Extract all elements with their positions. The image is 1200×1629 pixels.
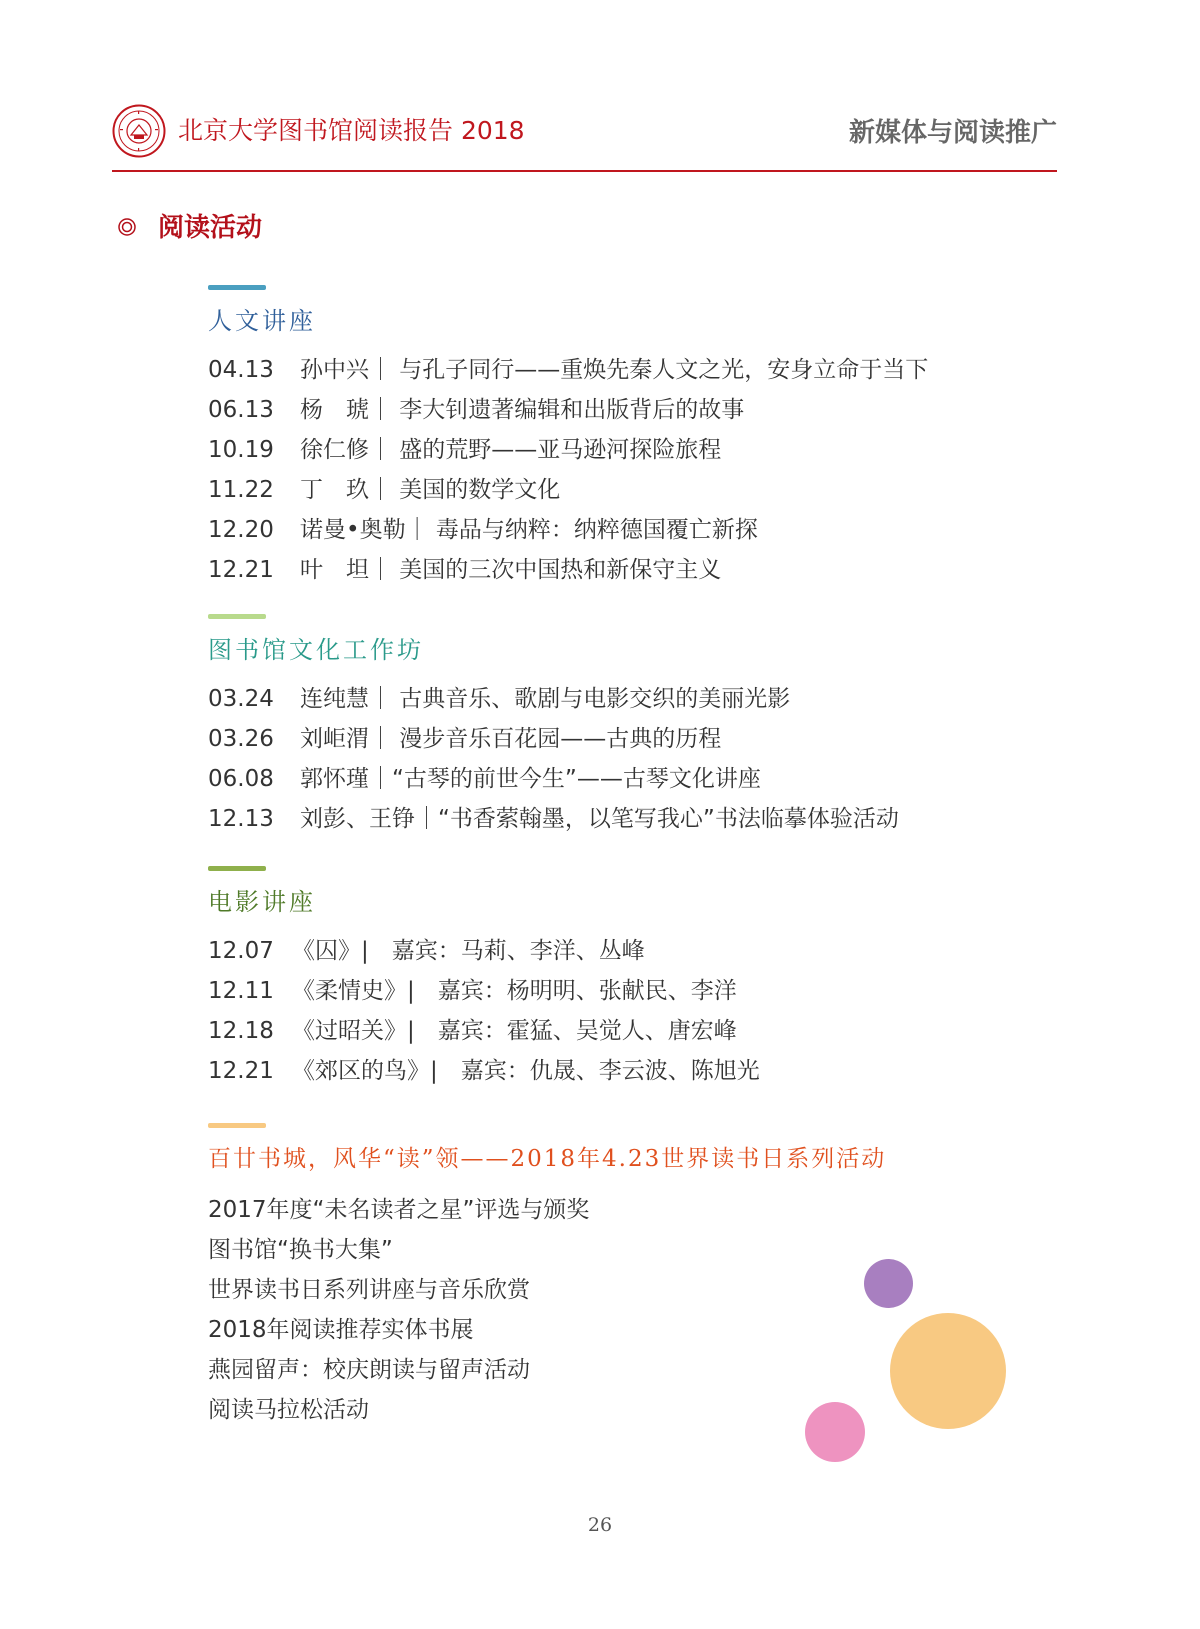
lecture-block-workshop <box>208 614 1008 839</box>
event-date: 12.18 <box>208 1018 274 1044</box>
list-item <box>208 550 1008 590</box>
section-title: 阅读活动 <box>158 213 263 243</box>
page-number: 26 <box>587 1514 613 1536</box>
event-date: 03.24 <box>208 686 274 712</box>
list-item <box>208 799 1008 839</box>
page-header <box>112 104 1057 168</box>
event-date: 11.22 <box>208 477 274 503</box>
list-item: 2017年度“未名读者之星”评选与颁奖 <box>208 1197 590 1223</box>
event-date: 10.19 <box>208 437 274 463</box>
block-accent-bar <box>208 866 266 871</box>
block-title: 图书馆文化工作坊 <box>208 636 424 664</box>
event-text: 《郊区的鸟》| 嘉宾：仇晟、李云波、陈旭光 <box>292 1058 760 1084</box>
block-title: 人文讲座 <box>208 307 316 335</box>
event-text: 刘岠渭｜ 漫步音乐百花园——古典的历程 <box>300 726 722 752</box>
decor-circle-orange <box>890 1313 1006 1429</box>
event-date: 12.11 <box>208 978 274 1004</box>
event-date: 12.21 <box>208 1058 274 1084</box>
double-circle-icon <box>118 218 136 236</box>
list-item <box>208 1051 1008 1091</box>
list-item <box>208 719 1008 759</box>
event-text: 孙中兴｜ 与孔子同行——重焕先秦人文之光，安身立命于当下 <box>300 357 929 383</box>
list-item: 世界读书日系列讲座与音乐欣赏 <box>208 1277 530 1303</box>
list-item <box>208 971 1008 1011</box>
report-title: 北京大学图书馆阅读报告 2018 <box>178 116 525 145</box>
block-title: 百廿书城，风华“读”领——2018年4.23世界读书日系列活动 <box>208 1146 887 1172</box>
header-divider <box>112 170 1057 172</box>
event-date: 12.13 <box>208 806 274 832</box>
list-item <box>208 430 1008 470</box>
event-date: 04.13 <box>208 357 274 383</box>
event-text: 连纯慧｜ 古典音乐、歌剧与电影交织的美丽光影 <box>300 686 791 712</box>
list-item <box>208 510 1008 550</box>
list-item <box>208 679 1008 719</box>
event-text: 《囚》| 嘉宾：马莉、李洋、丛峰 <box>292 938 645 964</box>
event-date: 12.07 <box>208 938 274 964</box>
event-text: 刘彭、王铮｜“书香萦翰墨，以笔写我心”书法临摹体验活动 <box>300 806 899 832</box>
event-text: 诺曼•奥勒｜ 毒品与纳粹：纳粹德国覆亡新探 <box>300 517 758 543</box>
block-accent-bar <box>208 1123 266 1128</box>
block-accent-bar <box>208 614 266 619</box>
chapter-title: 新媒体与阅读推广 <box>848 118 1057 148</box>
event-text: 徐仁修｜ 盛的荒野——亚马逊河探险旅程 <box>300 437 722 463</box>
event-text: 杨 琥｜ 李大钊遗著编辑和出版背后的故事 <box>300 397 745 423</box>
event-text: 丁 玖｜ 美国的数学文化 <box>300 477 561 503</box>
list-item <box>208 350 1008 390</box>
event-date: 03.26 <box>208 726 274 752</box>
activity-list <box>208 1190 1008 1430</box>
list-item <box>208 931 1008 971</box>
block-title: 电影讲座 <box>208 888 316 916</box>
event-date: 06.08 <box>208 766 274 792</box>
event-text: 郭怀瑾｜“古琴的前世今生”——古琴文化讲座 <box>300 766 761 792</box>
event-list <box>208 931 1008 1091</box>
list-item <box>208 1011 1008 1051</box>
peking-university-seal-icon <box>112 104 166 158</box>
lecture-block-film <box>208 866 1008 1091</box>
event-text: 《过昭关》| 嘉宾：霍猛、吴觉人、唐宏峰 <box>292 1018 737 1044</box>
list-item <box>208 390 1008 430</box>
decor-circle-pink <box>805 1402 865 1462</box>
list-item: 燕园留声：校庆朗读与留声活动 <box>208 1357 530 1383</box>
block-accent-bar <box>208 285 266 290</box>
event-list <box>208 679 1008 839</box>
list-item <box>208 470 1008 510</box>
event-text: 叶 坦｜ 美国的三次中国热和新保守主义 <box>300 557 722 583</box>
list-item: 2018年阅读推荐实体书展 <box>208 1317 474 1343</box>
list-item <box>208 759 1008 799</box>
list-item: 阅读马拉松活动 <box>208 1397 369 1423</box>
event-date: 06.13 <box>208 397 274 423</box>
list-item: 图书馆“换书大集” <box>208 1237 393 1263</box>
lecture-block-humanities <box>208 285 1008 590</box>
event-date: 12.21 <box>208 557 274 583</box>
decor-circle-purple <box>864 1259 913 1308</box>
event-date: 12.20 <box>208 517 274 543</box>
event-text: 《柔情史》| 嘉宾：杨明明、张献民、李洋 <box>292 978 737 1004</box>
event-list <box>208 350 1008 590</box>
